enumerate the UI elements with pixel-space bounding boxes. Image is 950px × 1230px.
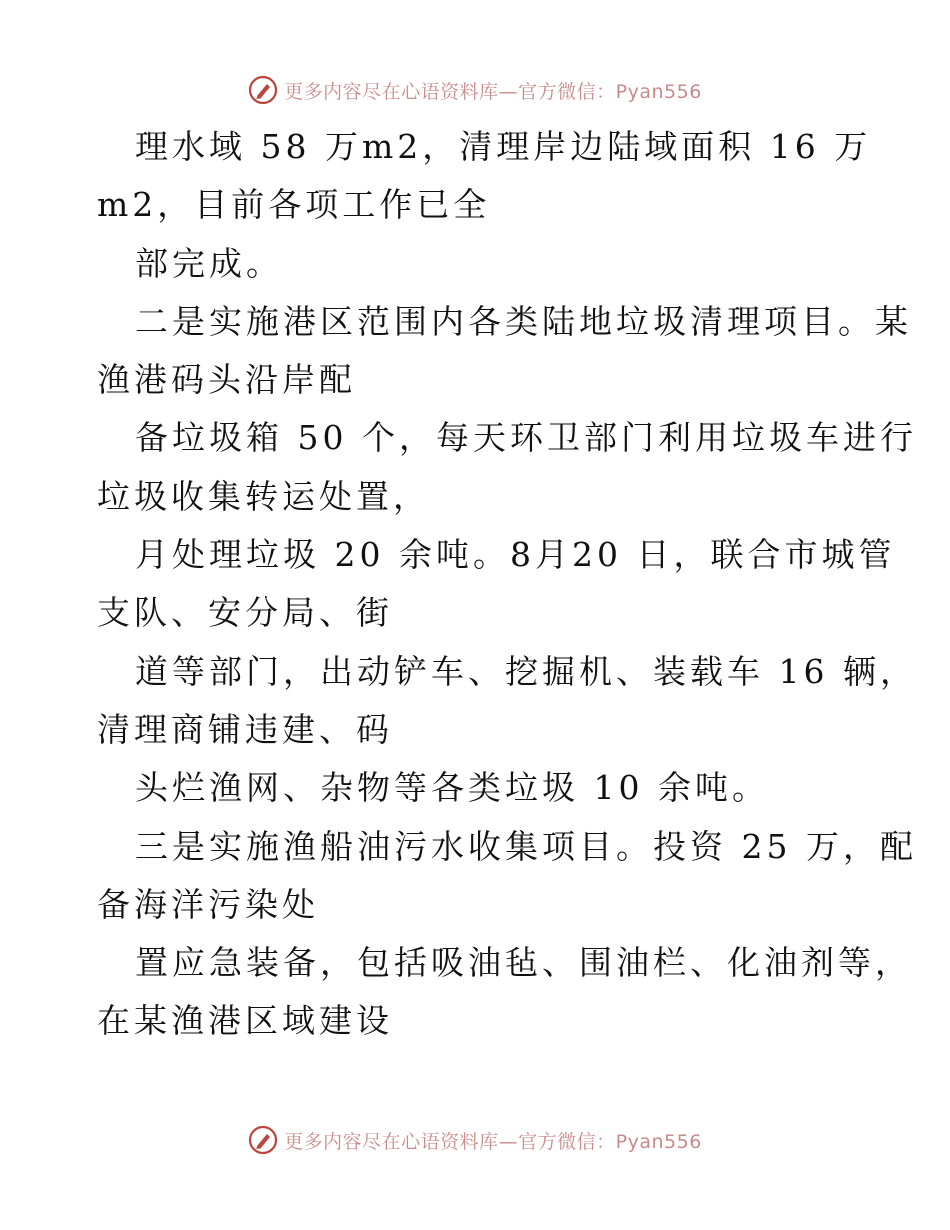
text-line: 在某渔港区域建设: [97, 1001, 393, 1041]
text-line: 垃圾收集转运处置，: [97, 476, 430, 516]
text-line: 理水域 58 万m2，清理岸边陆域面积 16 万: [135, 127, 872, 166]
header-watermark: [0, 70, 950, 110]
text-line: 二是实施港区范围内各类陆地垃圾清理项目。某: [135, 301, 912, 341]
text-line: 月处理垃圾 20 余吨。8月20 日，联合市城管: [135, 535, 896, 575]
footer-watermark: [0, 1120, 950, 1160]
text-line: m2，目前各项工作已全: [97, 185, 491, 225]
text-line: 备垃圾箱 50 个，每天环卫部门利用垃圾车进行: [135, 418, 917, 458]
text-line: 道等部门，出动铲车、挖掘机、装载车 16 辆，: [135, 651, 917, 691]
text-line: 备海洋污染处: [97, 884, 319, 924]
text-line: 清理商铺违建、码: [97, 709, 393, 749]
text-line: 头烂渔网、杂物等各类垃圾 10 余吨。: [135, 768, 769, 808]
text-line: 支队、安分局、街: [97, 593, 393, 633]
pen-seal-logo-icon: [248, 75, 278, 105]
watermark-text: 更多内容尽在心语资料库—官方微信：Pyan556: [284, 1130, 702, 1153]
watermark-text: 更多内容尽在心语资料库—官方微信：Pyan556: [284, 80, 702, 103]
document-body: [97, 118, 917, 1051]
pen-seal-logo-icon: [248, 1125, 278, 1155]
text-line: 部完成。: [135, 243, 283, 283]
text-line: 置应急装备，包括吸油毡、围油栏、化油剂等，: [135, 943, 912, 983]
text-line: 渔港码头沿岸配: [97, 360, 356, 400]
text-line: 三是实施渔船油污水收集项目。投资 25 万，配: [135, 826, 917, 866]
